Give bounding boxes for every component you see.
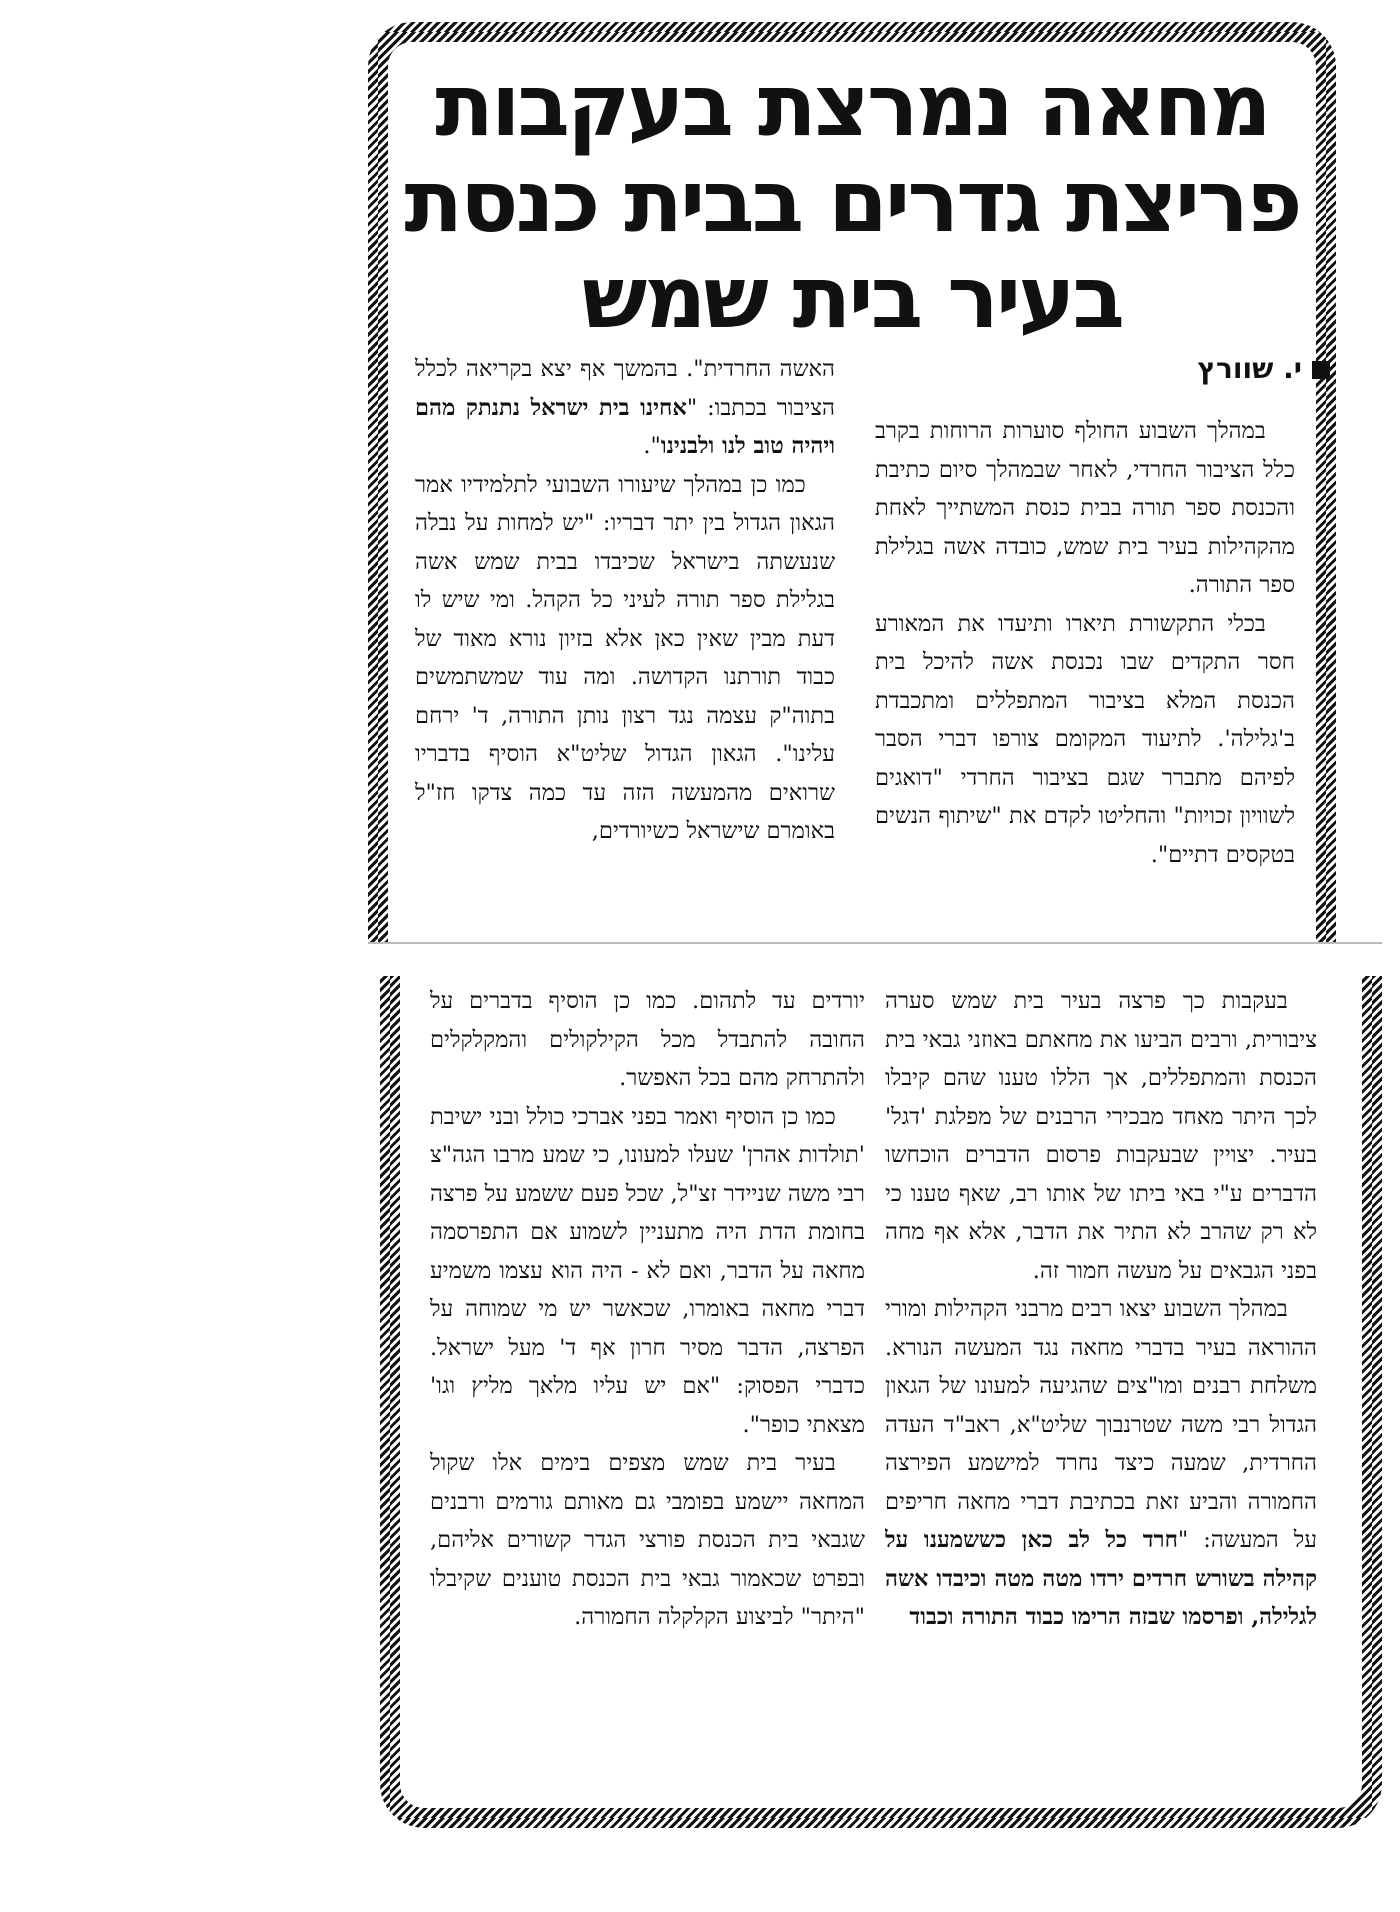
article-column-4 [430, 982, 865, 1817]
article-byline [1198, 352, 1330, 385]
article-column-2 [415, 350, 835, 938]
bold-quote: חרד כל לב כאן כששמענו על קהילה בשורש חרדים ירדו מטה מטה וכיבדו אשה לגלילה, ופרסמו שבזה הרימו כבוד התורה וכבוד [885, 1527, 1317, 1630]
paragraph: בכלי התקשורת תיארו ותיעדו את המאורע חסר התקדים שבו נכנסת אשה להיכל בית הכנסת המלא בציבור המתפללים ומתכבדת ב'גלילה'. לתיעוד המקומם צורפו דברי הסבר לפיהם מתברר שגם בציבור החרדי "דואגים לשוויון זכויות" והחליטו לקדם את "שיתוף הנשים בטקסים דתיים". [875, 610, 1295, 868]
paragraph: כמו כן במהלך שיעורו השבועי לתלמידיו אמר הגאון הגדול בין יתר דבריו: "יש למחות על נבלה שנעשתה בישראל שכיבדו בבית שמש אשה בגלילת ספר תורה לעיני כל הקהל. ומי שיש לו דעת מבין שאין כאן אלא בזיון נורא מאוד של כבוד תורתנו הקדושה. ומה עוד שמשתמשים בתוה"ק עצמה נגד רצון נותן התורה, ד' ירחם עלינו". הגאון הגדול שליט"א הוסיף בדבריו שרואים מהמעשה הזה עד כמה צדקו חז"ל באומרם שישראל כשיורדים, [415, 471, 835, 844]
paragraph: במהלך השבוע החולף סוערות הרוחות בקרב כלל הציבור החרדי, לאחר שבמהלך סיום כתיבת והכנסת ספר תורה בבית כנסת המשתייך לאחת מהקהילות בעיר בית שמש, כובדה אשה בגלילת ספר התורה. [875, 418, 1295, 598]
paragraph [415, 350, 835, 466]
byline-author: י. שוורץ [1197, 352, 1302, 385]
paragraph: יורדים עד לתהום. כמו כן הוסיף בדברים על החובה להתבדל מכל הקילקולים והמקלקלים ולהתרחק מהם בכל האפשר. [430, 988, 865, 1091]
clipping-cut-line [368, 942, 1382, 944]
paragraph-text: האשה החרדית". בהמשך אף יצא בקריאה לכלל הציבור בכתבו: " [415, 356, 835, 421]
paragraph-text: במהלך השבוע יצאו רבים מרבני הקהילות ומורי ההוראה בעיר בדברי מחאה נגד המעשה הנורא. משלחת רבנים ומו"צים שהגיעה למעונו של הגאון הגדול רבי משה שטרנבוך שליט"א, ראב"ד העדה החרדית, שמעה כיצד נחרד למישמע הפירצה החמורה והביע זאת בכתיבת דברי מחאה חריפים על המעשה: " [885, 1296, 1317, 1553]
article-column-3 [885, 982, 1317, 1817]
byline-square-icon [1312, 361, 1330, 379]
article-column-1 [875, 412, 1295, 932]
paragraph [885, 1290, 1317, 1637]
bold-quote: אחינו בית ישראל נתנתק מהם ויהיה טוב לנו ולבנינו [415, 394, 835, 459]
article-headline: מחאה נמרצת בעקבות פריצת גדרים בבית כנסת בעיר בית שמש [404, 56, 1300, 348]
paragraph: בעיר בית שמש מצפים בימים אלו שקול המחאה יישמע בפומבי גם מאותם גורמים ורבנים שגבאי בית הכנסת פורצי הגדר קשורים אליהם, ובפרט שכאמור גבאי בית הכנסת טוענים שקיבלו "היתר" לביצוע הקלקלה החמורה. [430, 1450, 865, 1630]
paragraph: בעקבות כך פרצה בעיר בית שמש סערה ציבורית, ורבים הביעו את מחאתם באוזני גבאי בית הכנסת והמתפללים, אך הללו טענו שהם קיבלו לכך היתר מאחד מבכירי הרבנים של מפלגת 'דגל' בעיר. יצויין שבעקבות פרסום הדברים הוכחשו הדברים ע"י באי ביתו של אותו רב, שאף טענו כי לא רק שהרב לא התיר את הדבר, אלא אף מחה בפני הגבאים על מעשה חמור זה. [885, 988, 1317, 1284]
paragraph: כמו כן הוסיף ואמר בפני אברכי כולל ובני ישיבת 'תולדות אהרן' שעלו למעונו, כי שמע מרבו הגה"צ רבי משה שניידר זצ"ל, שכל פעם ששמע על פרצה בחומת הדת היה מתעניין לשמוע אם התפרסמה מחאה על הדבר, ואם לא - היה הוא עצמו משמיע דברי מחאה באומרו, שכאשר יש מי שמוחה על הפרצה, הדבר מסיר חרון אף ד' מעל ישראל. כדברי הפסוק: "אם יש עליו מלאך מליץ וגו' מצאתי כופר". [430, 1103, 865, 1438]
paragraph-text: ". [643, 433, 661, 459]
